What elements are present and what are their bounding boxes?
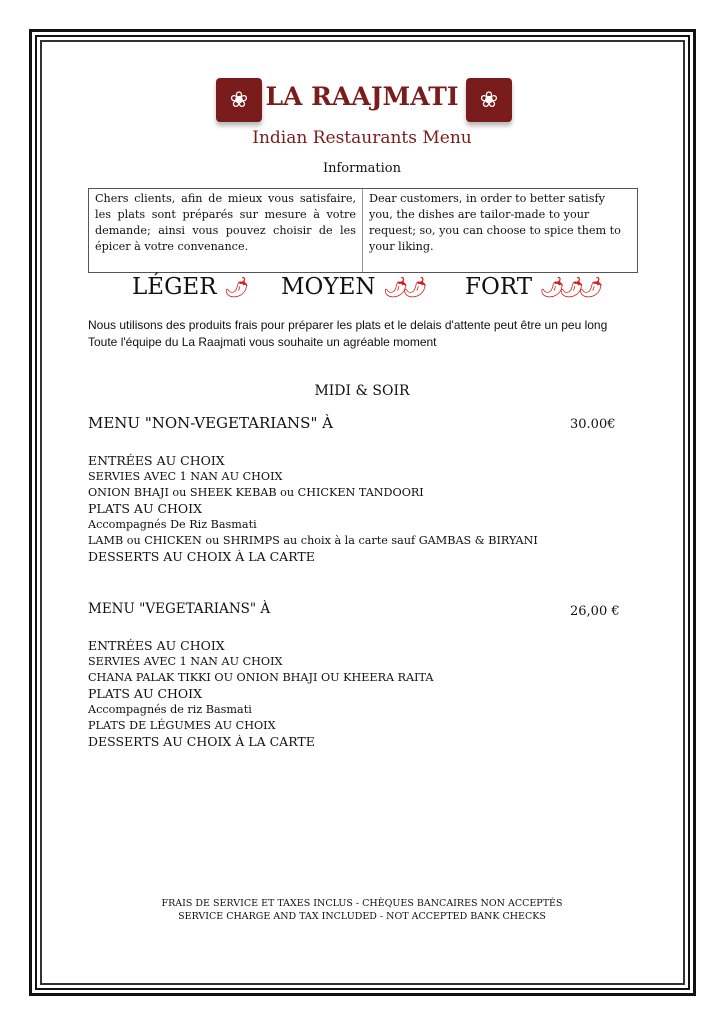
- menu-line: ONION BHAJI ou SHEEK KEBAB ou CHICKEN TANDOORI: [88, 486, 424, 499]
- service-heading: MIDI & SOIR: [314, 383, 410, 399]
- menu-line: Accompagnés De Riz Basmati: [88, 518, 257, 531]
- menu-line: SERVIES AVEC 1 NAN AU CHOIX: [88, 655, 283, 668]
- notes: [88, 317, 607, 351]
- subtitle: Indian Restaurants Menu: [252, 128, 472, 148]
- spice-leger: [132, 274, 243, 300]
- lotus-icon: ❀: [466, 78, 512, 122]
- menu-details: [88, 453, 538, 565]
- menu-title: MENU "NON-VEGETARIANS" À: [88, 414, 333, 432]
- section-heading: PLATS AU CHOIX: [88, 501, 203, 516]
- footer-line: FRAIS DE SERVICE ET TAXES INCLUS - CHÈQUES BANCAIRES NON ACCEPTÉS: [161, 898, 563, 909]
- spice-label: LÉGER: [132, 274, 217, 300]
- menu-title: MENU "VEGETARIANS" À: [88, 601, 271, 617]
- info-table: [88, 188, 638, 273]
- chili-pepper-icon: 🌶: [223, 275, 244, 299]
- info-heading: Information: [322, 161, 402, 176]
- spice-moyen: [281, 274, 422, 300]
- menu-line: PLATS DE LÉGUMES AU CHOIX: [88, 719, 276, 732]
- menu-line: Accompagnés de riz Basmati: [88, 703, 252, 716]
- footer-line: SERVICE CHARGE AND TAX INCLUDED - NOT ACCEPTED BANK CHECKS: [178, 911, 546, 922]
- chili-pepper-icon: 🌶🌶🌶: [539, 275, 598, 299]
- menu-line: LAMB ou CHICKEN ou SHRIMPS au choix à la carte sauf GAMBAS & BIRYANI: [88, 534, 538, 547]
- spice-label: FORT: [465, 274, 533, 300]
- menu-price: 30.00€: [570, 417, 616, 432]
- menu-line: CHANA PALAK TIKKI OU ONION BHAJI OU KHEERA RAITA: [88, 671, 434, 684]
- chili-pepper-icon: 🌶🌶: [382, 275, 422, 299]
- menu-price: 26,00 €: [570, 604, 620, 619]
- footer: [0, 897, 724, 923]
- note-line: Nous utilisons des produits frais pour préparer les plats et le delais d'attente peut être un peu long: [88, 318, 608, 332]
- restaurant-title: LA RAAJMATI: [265, 82, 459, 111]
- section-heading: PLATS AU CHOIX: [88, 686, 203, 701]
- spice-fort: [465, 274, 598, 300]
- spice-label: MOYEN: [281, 274, 376, 300]
- note-line: Toute l'équipe du La Raajmati vous souhaite un agréable moment: [88, 335, 437, 349]
- info-en: Dear customers, in order to better satisfy you, the dishes are tailor-made to your request; so, you can choose to spice them to your liking.: [369, 192, 621, 253]
- info-fr: Chers clients, afin de mieux vous satisfaire, les plats sont préparés sur mesure à votre demande; ainsi vous pouvez choisir de les épicer à votre convenance.: [89, 189, 363, 272]
- section-heading: ENTRÉES AU CHOIX: [88, 638, 225, 653]
- menu-line: SERVIES AVEC 1 NAN AU CHOIX: [88, 470, 283, 483]
- section-heading: ENTRÉES AU CHOIX: [88, 453, 225, 468]
- section-heading: DESSERTS AU CHOIX À LA CARTE: [88, 734, 315, 749]
- section-heading: DESSERTS AU CHOIX À LA CARTE: [88, 549, 315, 564]
- lotus-icon: ❀: [216, 78, 262, 122]
- menu-details: [88, 638, 433, 750]
